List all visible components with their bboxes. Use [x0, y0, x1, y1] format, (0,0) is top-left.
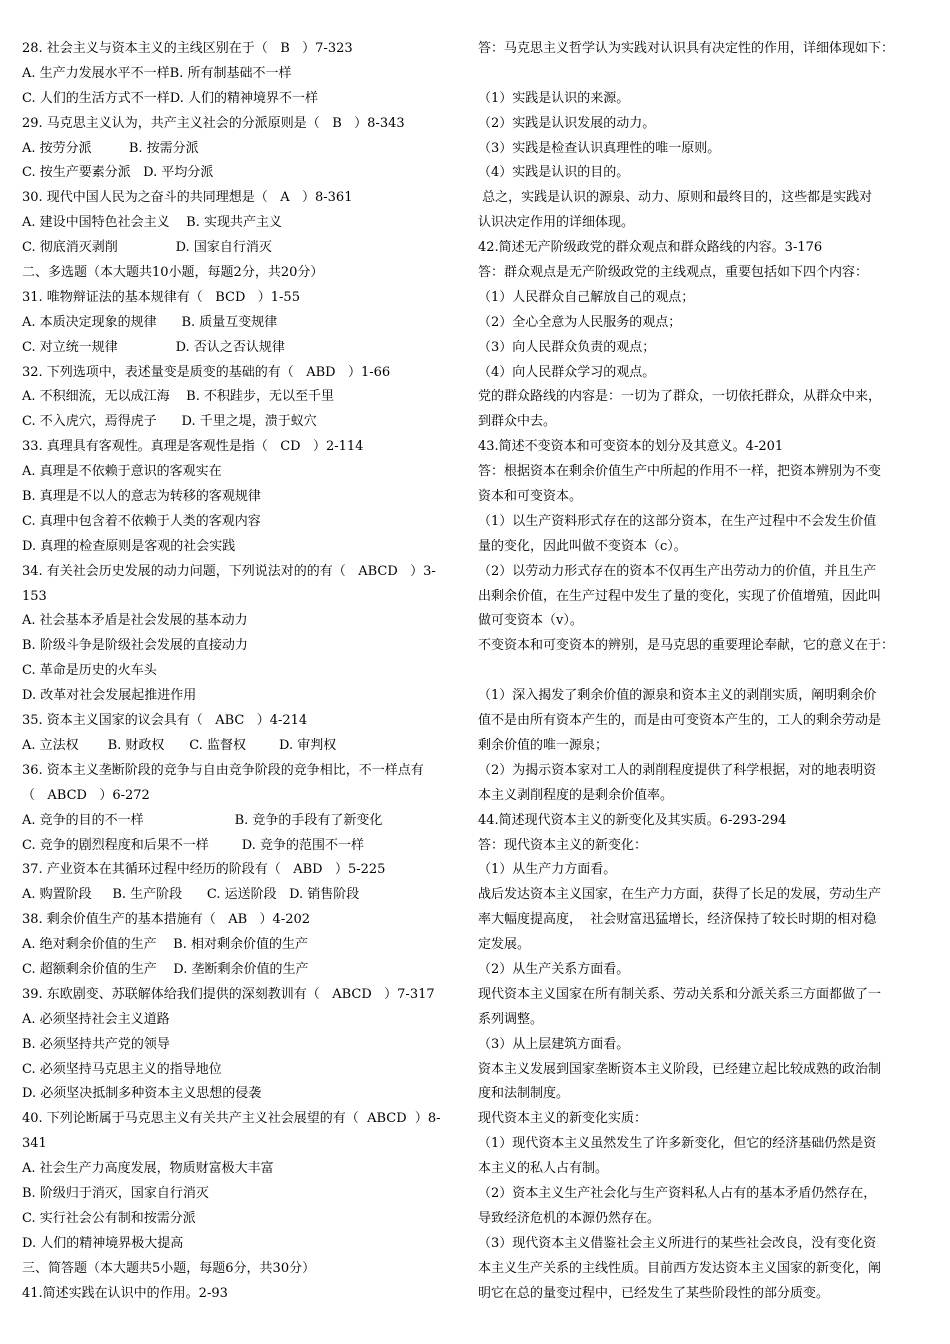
text-line: 38. 剩余价值生产的基本措施有（ AB ）4-202 — [22, 912, 311, 928]
text-line: 资本和可变资本。 — [478, 489, 583, 505]
text-line: B. 阶级斗争是阶级社会发展的直接动力 — [22, 638, 248, 654]
text-line: 28. 社会主义与资本主义的主线区别在于（ B ）7-323 — [22, 41, 353, 56]
text-line: 40. 下列论断属于马克思主义有关共产主义社会展望的有（ ABCD ）8- — [22, 1111, 441, 1127]
text-line: （2）实践是认识发展的动力。 — [478, 115, 656, 131]
text-line: 战后发达资本主义国家，在生产力方面，获得了长足的发展，劳动生产 — [478, 887, 882, 903]
text-line: A. 立法权 B. 财政权 C. 监督权 D. 审判权 — [22, 737, 337, 753]
text-line: 34. 有关社会历史发展的动力问题，下列说法对的的有（ ABCD ）3- — [22, 563, 436, 579]
right-column — [478, 37, 928, 1306]
text-line: 37. 产业资本在其循环过程中经历的阶段有（ ABD ）5-225 — [22, 862, 386, 878]
text-line: 本主义的私人占有制。 — [478, 1161, 609, 1177]
blank-line — [478, 62, 928, 87]
text-line: （3）从上层建筑方面看。 — [478, 1036, 630, 1052]
text-line: 值不是由所有资本产生的，而是由可变资本产生的，工人的剩余劳动是 — [478, 713, 882, 729]
text-line: A. 按劳分派 B. 按需分派 — [22, 140, 199, 156]
blank-line — [478, 659, 928, 684]
text-line: D. 人们的精神境界极大提高 — [22, 1235, 184, 1251]
text-line: A. 本质决定现象的规律 B. 质量互变规律 — [22, 314, 278, 330]
text-line: C. 对立统一规律 D. 否认之否认规律 — [22, 339, 285, 355]
text-line: C. 彻底消灭剥削 D. 国家自行消灭 — [22, 240, 272, 256]
text-line: 定发展。 — [478, 937, 531, 953]
text-line: A. 真理是不依赖于意识的客观实在 — [22, 464, 222, 480]
text-line: 认识决定作用的详细体现。 — [478, 215, 635, 231]
text-line: （4）实践是认识的目的。 — [478, 165, 630, 181]
text-line: （4）向人民群众学习的观点。 — [478, 364, 656, 380]
text-line: 现代资本主义国家在所有制关系、劳动关系和分派关系三方面都做了一 — [478, 986, 882, 1002]
text-line: （3）向人民群众负责的观点； — [478, 339, 656, 355]
text-line: 明它在总的量变过程中，已经发生了某些阶段性的部分质变。 — [478, 1285, 830, 1301]
text-line: D. 真理的检查原则是客观的社会实践 — [22, 538, 236, 554]
text-line: （3）实践是检查认识真理性的唯一原则。 — [478, 140, 721, 156]
text-line: （2）资本主义生产社会化与生产资料私人占有的基本矛盾仍然存在， — [478, 1185, 877, 1201]
text-line: 量的变化，因此叫做不变资本（c）。 — [478, 538, 687, 554]
text-line: 39. 东欧剧变、苏联解体给我们提供的深刻教训有（ ABCD ）7-317 — [22, 986, 435, 1002]
text-line: （1）以生产资料形式存在的这部分资本，在生产过程中不会发生价值 — [478, 513, 877, 529]
text-line: A. 竞争的目的不一样 B. 竞争的手段有了新变化 — [22, 812, 383, 828]
text-line: C. 按生产要素分派 D. 平均分派 — [22, 165, 214, 181]
text-line: 153 — [22, 588, 47, 604]
text-line: 31. 唯物辩证法的基本规律有（ BCD ）1-55 — [22, 289, 300, 305]
text-line: 42.简述无产阶级政党的群众观点和群众路线的内容。3-176 — [478, 240, 823, 256]
text-line: 29. 马克思主义认为，共产主义社会的分派原则是（ B ）8-343 — [22, 115, 405, 131]
text-line: A. 绝对剩余价值的生产 B. 相对剩余价值的生产 — [22, 937, 309, 953]
text-line: 党的群众路线的内容是：一切为了群众，一切依托群众，从群众中来， — [478, 389, 882, 405]
text-line: （1）人民群众自己解放自己的观点； — [478, 289, 695, 305]
text-line: 出剩余价值，在生产过程中发生了量的变化，实现了价值增殖，因此叫 — [478, 588, 882, 604]
text-line: 32. 下列选项中，表述量变是质变的基础的有（ ABD ）1-66 — [22, 364, 391, 380]
text-line: 总之，实践是认识的源泉、动力、原则和最终目的，这些都是实践对 — [478, 190, 873, 206]
text-line: 43.简述不变资本和可变资本的划分及其意义。4-201 — [478, 439, 784, 455]
text-line: C. 真理中包含着不依赖于人类的客观内容 — [22, 513, 261, 529]
text-line: C. 必须坚持马克思主义的指导地位 — [22, 1061, 222, 1077]
text-line: （3）现代资本主义借鉴社会主义所进行的某些社会改良，没有变化资 — [478, 1235, 877, 1251]
text-line: （2）全心全意为人民服务的观点； — [478, 314, 682, 330]
text-line: A. 必须坚持社会主义道路 — [22, 1011, 170, 1027]
text-line: D. 改革对社会发展起推进作用 — [22, 688, 197, 704]
text-line: 到群众中去。 — [478, 414, 557, 430]
text-line: （1）深入揭发了剩余价值的源泉和资本主义的剥削实质，阐明剩余价 — [478, 688, 877, 704]
text-line: （2）为揭示资本家对工人的剥削程度提供了科学根据，对的地表明资 — [478, 762, 877, 778]
text-line: （1）现代资本主义虽然发生了许多新变化，但它的经济基础仍然是资 — [478, 1136, 877, 1152]
text-line: （1）从生产力方面看。 — [478, 862, 617, 878]
text-line: 率大幅度提高度， 社会财富迅猛增长，经济保持了较长时期的相对稳 — [478, 912, 877, 928]
text-line: 答：群众观点是无产阶级政党的主线观点，重要包括如下四个内容： — [478, 265, 869, 281]
text-line: C. 革命是历史的火车头 — [22, 663, 157, 679]
text-line: （2）从生产关系方面看。 — [478, 961, 630, 977]
text-line: D. 必须坚决抵制多种资本主义思想的侵袭 — [22, 1086, 262, 1102]
text-line: A. 购置阶段 B. 生产阶段 C. 运送阶段 D. 销售阶段 — [22, 887, 360, 903]
text-line: 答：马克思主义哲学认为实践对认识具有决定性的作用，详细体现如下： — [478, 41, 895, 56]
text-line: 本主义剥削程度的是剩余价值率。 — [478, 787, 674, 803]
text-line: （1）实践是认识的来源。 — [478, 90, 630, 106]
text-line: 二、多选题（本大题共10小题，每题2分，共20分） — [22, 265, 324, 281]
text-line: （2）以劳动力形式存在的资本不仅再生产出劳动力的价值，并且生产 — [478, 563, 877, 579]
text-line: 答：现代资本主义的新变化： — [478, 837, 648, 853]
text-line: C. 不入虎穴，焉得虎子 D. 千里之堤，溃于蚁穴 — [22, 414, 317, 430]
text-line: 答：根据资本在剩余价值生产中所起的作用不一样，把资本辨别为不变 — [478, 464, 882, 480]
text-line: 44.简述现代资本主义的新变化及其实质。6-293-294 — [478, 812, 787, 828]
text-line: 剩余价值的唯一源泉； — [478, 737, 609, 753]
text-line: 30. 现代中国人民为之奋斗的共同理想是（ A ）8-361 — [22, 190, 353, 206]
text-line: B. 真理是不以人的意志为转移的客观规律 — [22, 489, 261, 505]
text-line: A. 不积细流，无以成江海 B. 不积跬步，无以至千里 — [22, 389, 335, 405]
text-line: 36. 资本主义垄断阶段的竞争与自由竞争阶段的竞争相比，不一样点有 — [22, 762, 424, 778]
text-line: B. 必须坚持共产党的领导 — [22, 1036, 170, 1052]
left-column — [22, 37, 470, 1306]
text-line: 度和法制制度。 — [478, 1086, 570, 1102]
text-line: 35. 资本主义国家的议会具有（ ABC ）4-214 — [22, 713, 308, 729]
text-line: 资本主义发展到国家垄断资本主义阶段，已经建立起比较成熟的政治制 — [478, 1061, 882, 1077]
text-line: 本主义生产关系的主线性质。目前西方发达资本主义国家的新变化，阐 — [478, 1260, 882, 1276]
text-line: 41.简述实践在认识中的作用。2-93 — [22, 1285, 228, 1301]
text-line: C. 竞争的剧烈程度和后果不一样 D. 竞争的范围不一样 — [22, 837, 365, 853]
text-line: 导致经济危机的本源仍然存在。 — [478, 1210, 661, 1226]
text-line: 现代资本主义的新变化实质： — [478, 1111, 648, 1127]
text-line: 系列调整。 — [478, 1011, 544, 1027]
text-line: A. 建设中国特色社会主义 B. 实现共产主义 — [22, 215, 283, 231]
text-line: C. 人们的生活方式不一样D. 人们的精神境界不一样 — [22, 90, 318, 106]
text-line: （ ABCD ）6-272 — [22, 787, 150, 803]
text-line: A. 社会基本矛盾是社会发展的基本动力 — [22, 613, 248, 629]
text-line: C. 超额剩余价值的生产 D. 垄断剩余价值的生产 — [22, 961, 309, 977]
text-line: C. 实行社会公有制和按需分派 — [22, 1210, 196, 1226]
text-line: 做可变资本（v）。 — [478, 613, 583, 629]
text-line: 三、简答题（本大题共5小题，每题6分，共30分） — [22, 1260, 316, 1276]
text-line: 33. 真理具有客观性。真理是客观性是指（ CD ）2-114 — [22, 439, 364, 455]
text-line: B. 阶级归于消灭，国家自行消灭 — [22, 1185, 209, 1201]
text-line: A. 生产力发展水平不一样B. 所有制基础不一样 — [22, 65, 292, 81]
text-line: 不变资本和可变资本的辨别，是马克思的重要理论奉献，它的意义在于： — [478, 638, 895, 654]
text-line: 341 — [22, 1136, 47, 1152]
text-line: A. 社会生产力高度发展，物质财富极大丰富 — [22, 1161, 274, 1177]
